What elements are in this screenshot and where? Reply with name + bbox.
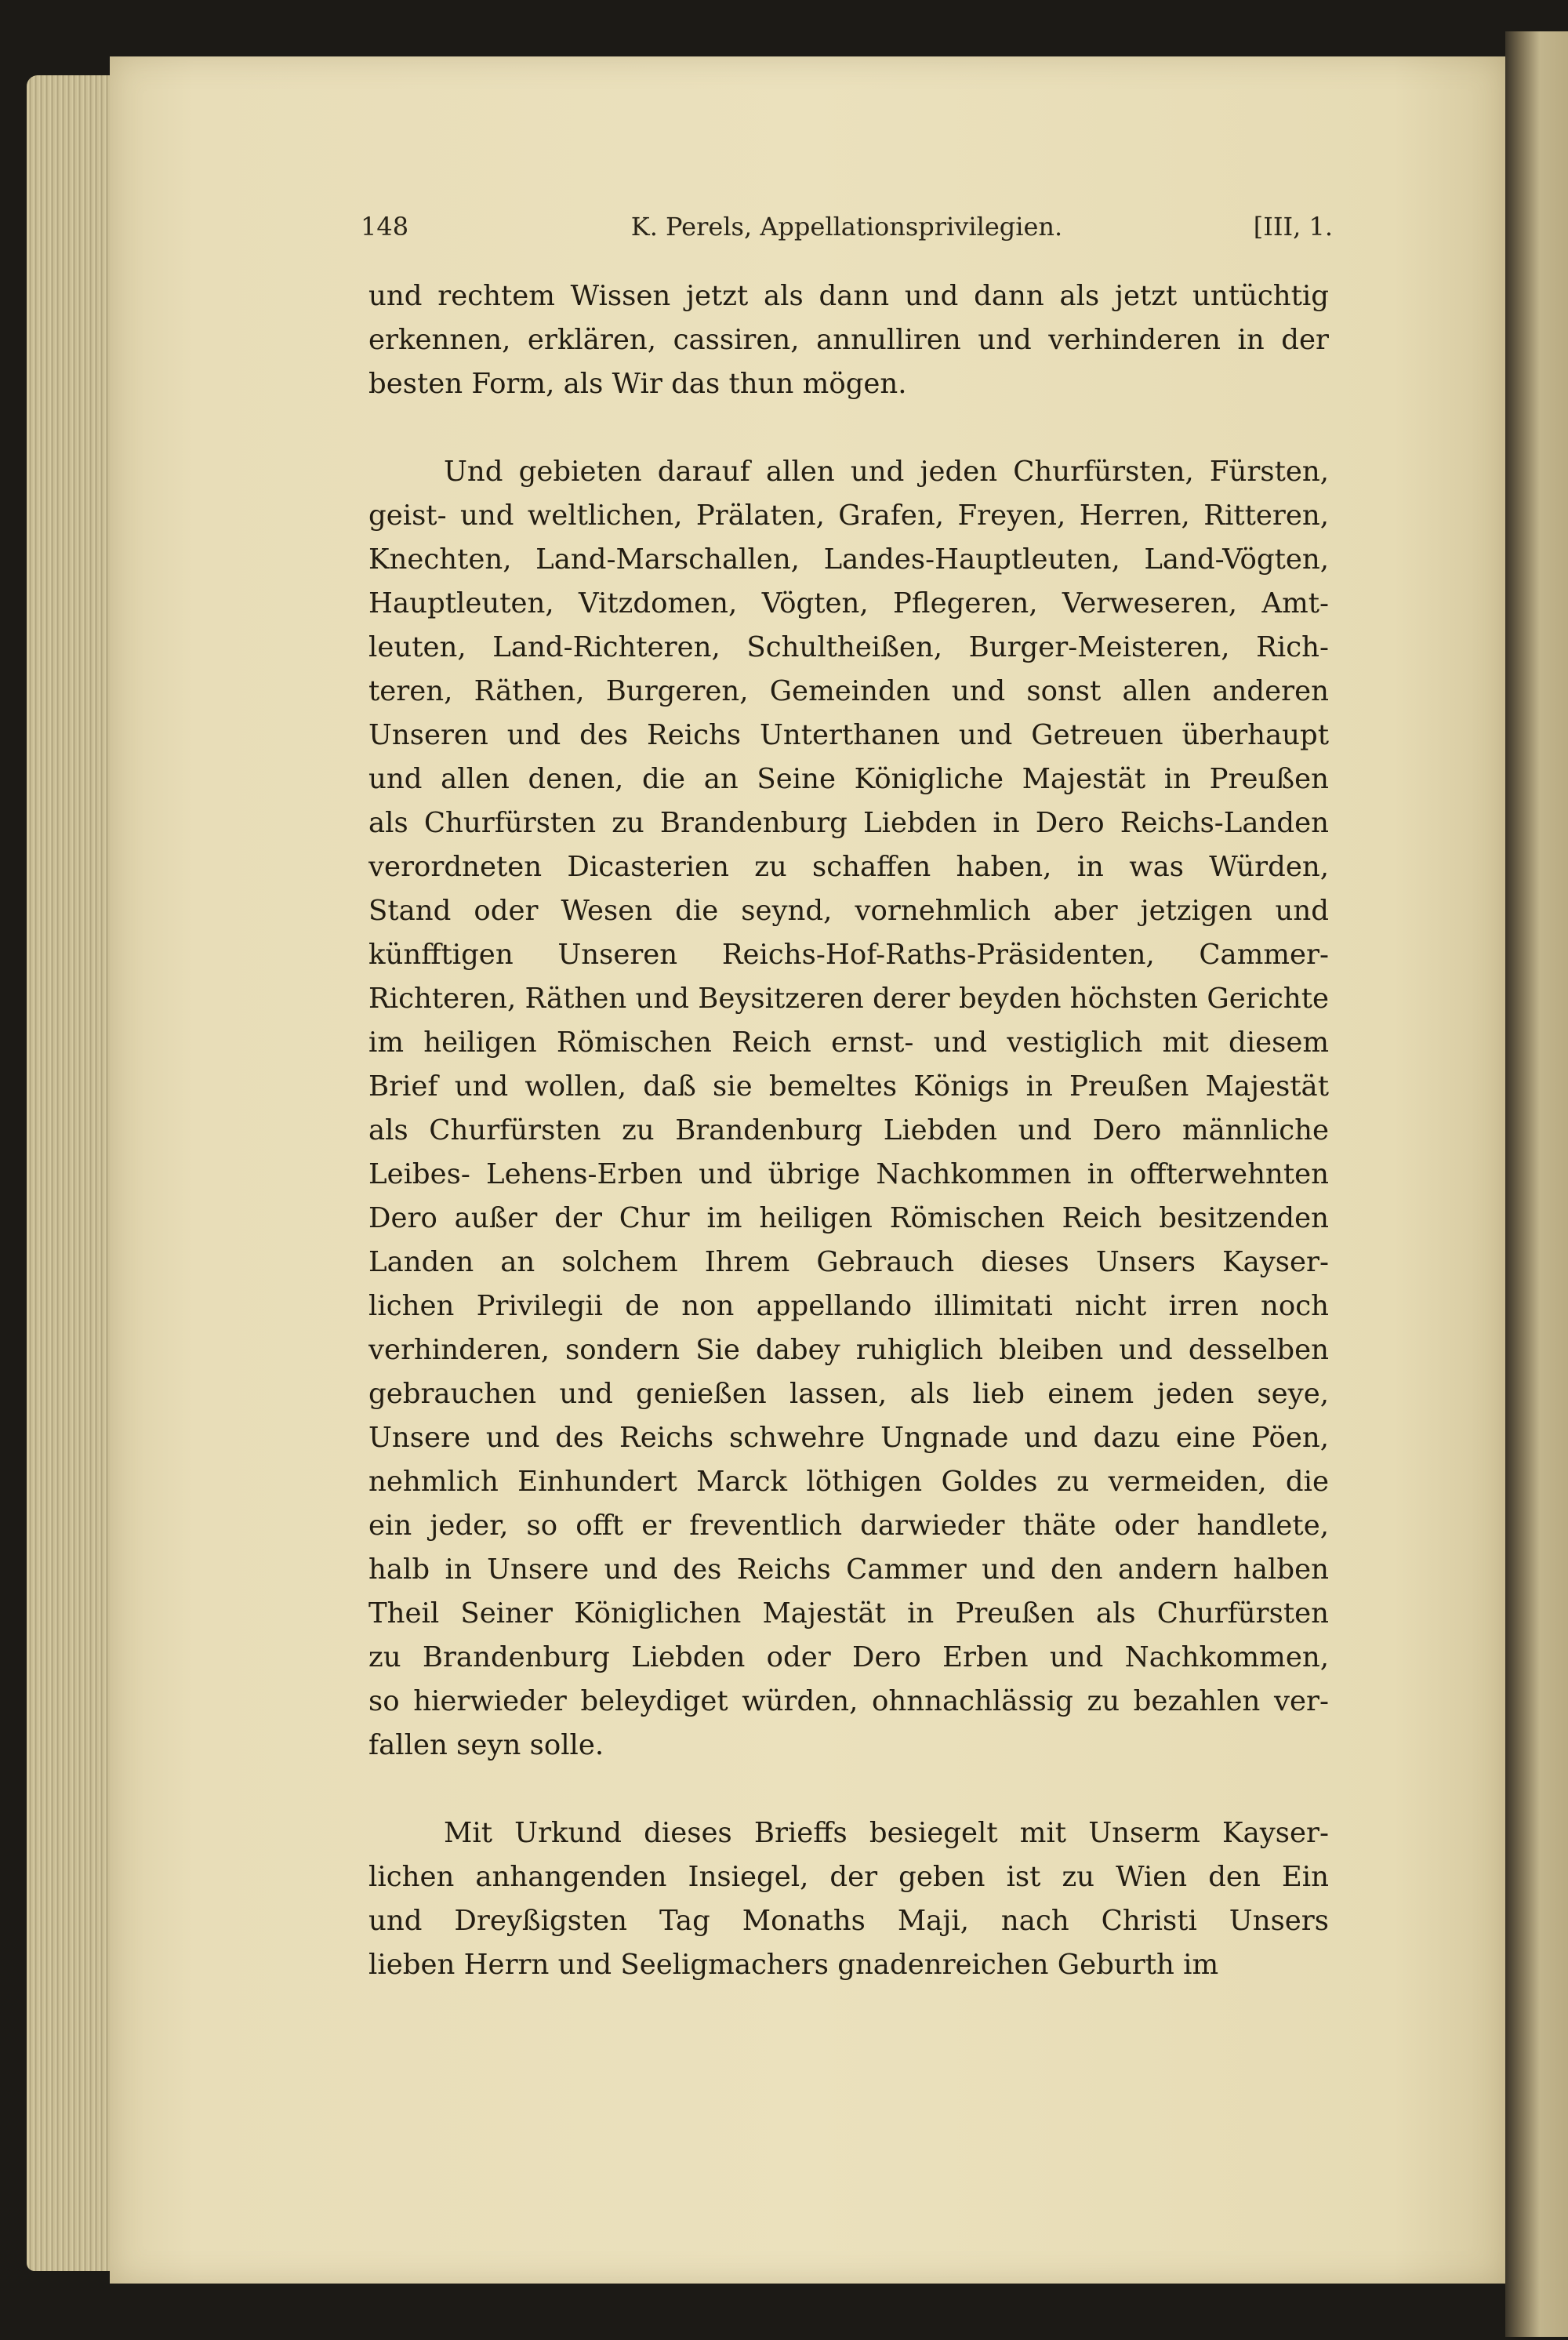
text-line: Theil Seiner Königlichen Majestät in Preußen als Churfürsten xyxy=(368,1597,1329,1630)
running-header xyxy=(361,212,1333,249)
text-line: lieben Herrn und Seeligmachers gnadenreichen Geburth im xyxy=(368,1949,1219,1981)
text-line: Dero außer der Chur im heiligen Römischen Reich besitzenden xyxy=(368,1202,1329,1234)
text-line: fallen seyn solle. xyxy=(368,1729,604,1761)
text-line: zu Brandenburg Liebden oder Dero Erben und Nachkommen, xyxy=(368,1641,1329,1673)
text-line: im heiligen Römischen Reich ernst- und vestiglich mit diesem xyxy=(368,1026,1329,1059)
text-line: lichen anhangenden Insiegel, der geben ist zu Wien den Ein xyxy=(368,1861,1329,1893)
running-title: K. Perels, Appellationsprivilegien. xyxy=(630,212,1063,242)
text-line: leuten, Land-Richteren, Schultheißen, Burger-Meisteren, Rich- xyxy=(368,631,1329,663)
text-line: Leibes- Lehens-Erben und übrige Nachkommen in offterwehnten xyxy=(368,1158,1329,1190)
body-text xyxy=(368,274,1329,1987)
text-line: als Churfürsten zu Brandenburg Liebden und Dero männliche xyxy=(368,1114,1329,1146)
paragraph xyxy=(368,274,1329,406)
paragraph xyxy=(368,450,1329,1768)
text-line: verordneten Dicasterien zu schaffen haben, in was Würden, xyxy=(368,851,1329,883)
text-line: halb in Unsere und des Reichs Cammer und den andern halben xyxy=(368,1553,1329,1586)
text-line: und rechtem Wissen jetzt als dann und dann als jetzt untüchtig xyxy=(368,280,1329,312)
text-line: verhinderen, sondern Sie dabey ruhiglich bleiben und desselben xyxy=(368,1334,1329,1366)
page-number: 148 xyxy=(361,212,409,242)
paragraph-gap xyxy=(368,406,1329,450)
text-line: Brief und wollen, daß sie bemeltes Königs in Preußen Majestät xyxy=(368,1070,1329,1103)
text-line: geist- und weltlichen, Prälaten, Grafen, Freyen, Herren, Ritteren, xyxy=(368,500,1329,532)
text-line: Hauptleuten, Vitzdomen, Vögten, Pflegeren, Verweseren, Amt- xyxy=(368,587,1329,620)
text-line: und Dreyßigsten Tag Monaths Maji, nach Christi Unsers xyxy=(368,1905,1329,1937)
text-line: nehmlich Einhundert Marck löthigen Goldes zu vermeiden, die xyxy=(368,1466,1329,1498)
text-line: Und gebieten darauf allen und jeden Churfürsten, Fürsten, xyxy=(444,456,1329,488)
text-line: künfftigen Unseren Reichs-Hof-Raths-Präsidenten, Cammer- xyxy=(368,939,1329,971)
facing-page-gutter xyxy=(1505,31,1568,2337)
text-line: ein jeder, so offt er freventlich darwieder thäte oder handlete, xyxy=(368,1510,1329,1542)
text-line: teren, Räthen, Burgeren, Gemeinden und sonst allen anderen xyxy=(368,675,1329,707)
text-line: und allen denen, die an Seine Königliche Majestät in Preußen xyxy=(368,763,1329,795)
text-line: gebrauchen und genießen lassen, als lieb einem jeden seye, xyxy=(368,1378,1329,1410)
text-line: lichen Privilegii de non appellando illimitati nicht irren noch xyxy=(368,1290,1329,1322)
text-line: Mit Urkund dieses Brieffs besiegelt mit Unserm Kayser- xyxy=(444,1817,1329,1849)
text-line: so hierwieder beleydiget würden, ohnnachlässig zu bezahlen ver- xyxy=(368,1685,1329,1717)
text-line: Stand oder Wesen die seynd, vornehmlich aber jetzigen und xyxy=(368,895,1329,927)
text-line: Knechten, Land-Marschallen, Landes-Hauptleuten, Land-Vögten, xyxy=(368,543,1329,576)
text-line: erkennen, erklären, cassiren, annulliren und verhinderen in der xyxy=(368,324,1329,356)
section-marker: [III, 1. xyxy=(1253,212,1333,242)
text-line: Landen an solchem Ihrem Gebrauch dieses Unsers Kayser- xyxy=(368,1246,1329,1278)
paragraph xyxy=(368,1811,1329,1987)
text-line: besten Form, als Wir das thun mögen. xyxy=(368,368,907,400)
text-line: Unseren und des Reichs Unterthanen und Getreuen überhaupt xyxy=(368,719,1329,751)
text-line: Richteren, Räthen und Beysitzeren derer beyden höchsten Gerichte xyxy=(368,983,1329,1015)
text-line: als Churfürsten zu Brandenburg Liebden in Dero Reichs-Landen xyxy=(368,807,1329,839)
text-line: Unsere und des Reichs schwehre Ungnade und dazu eine Pöen, xyxy=(368,1422,1329,1454)
paragraph-gap xyxy=(368,1768,1329,1811)
